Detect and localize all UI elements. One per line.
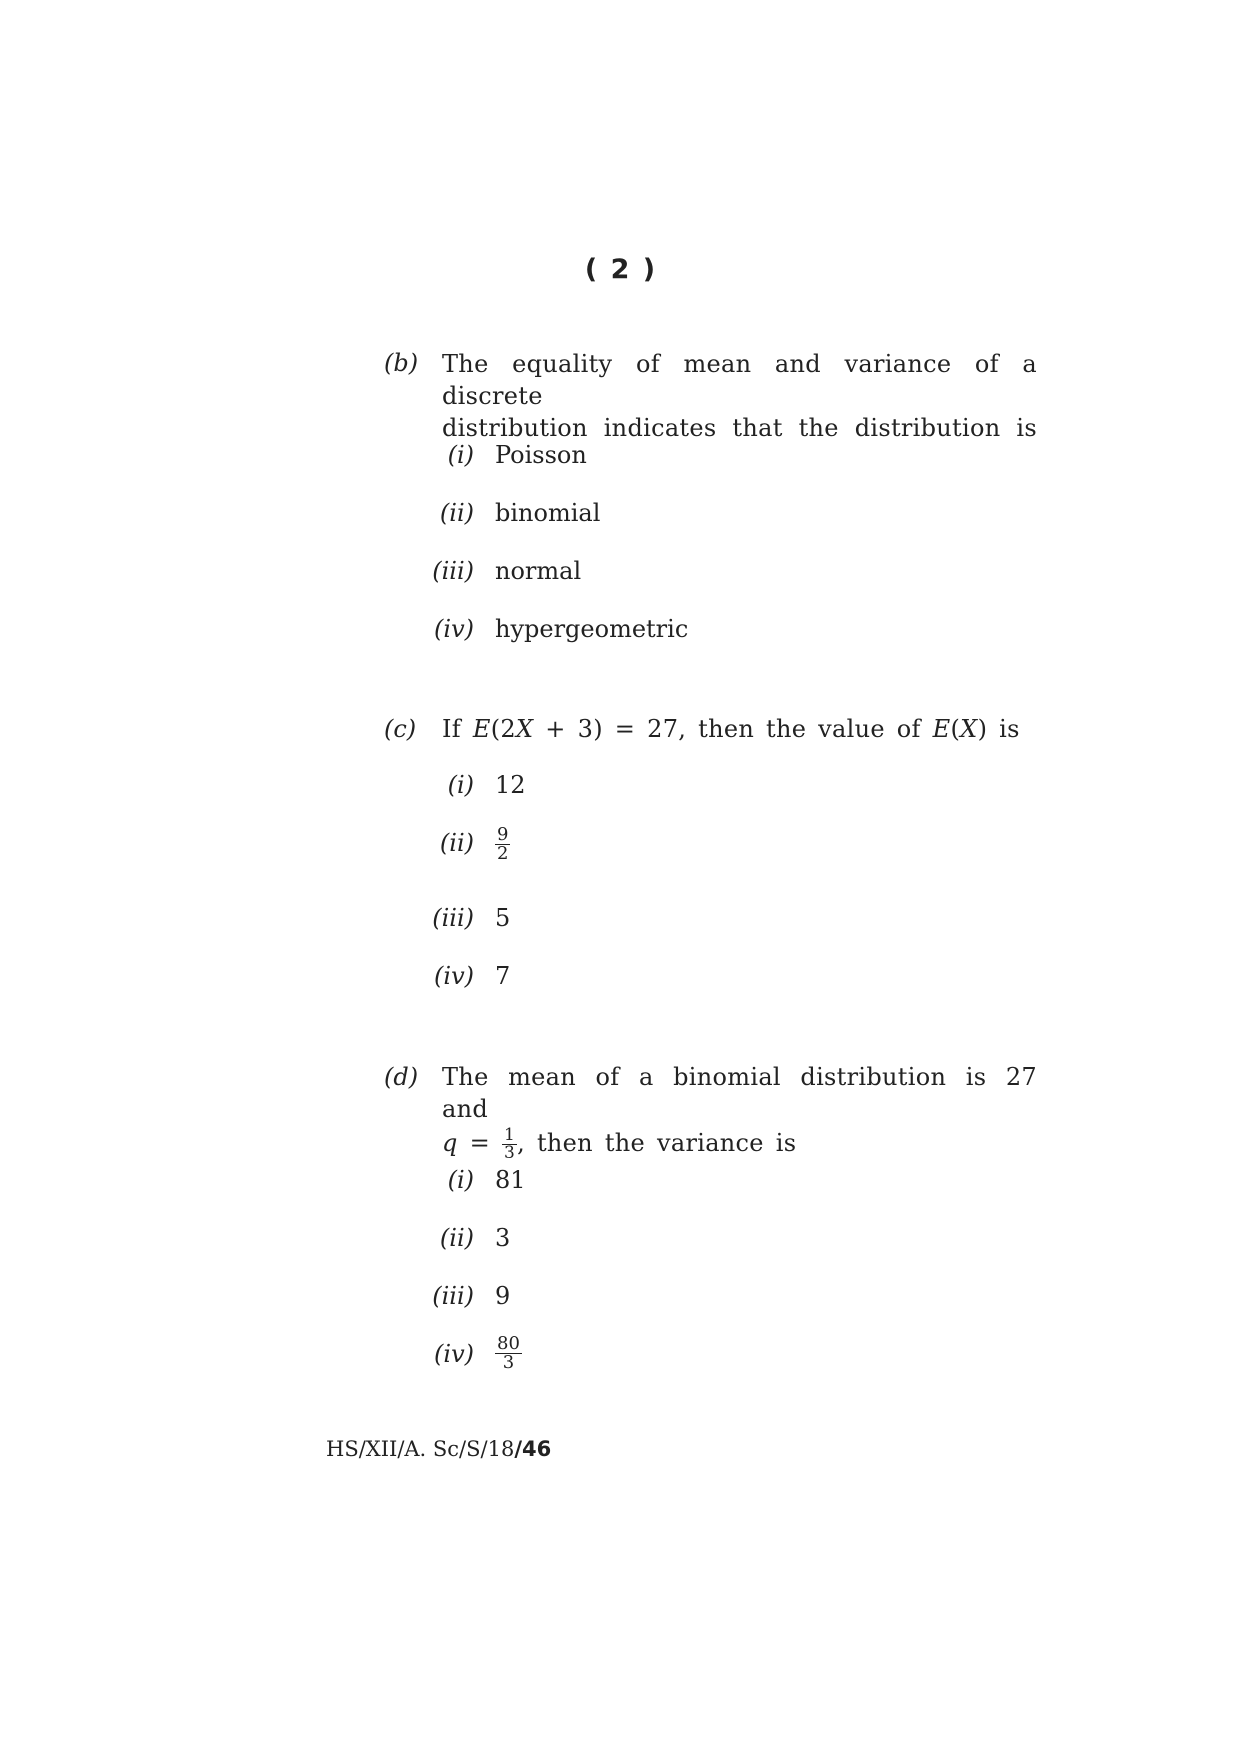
fraction-numerator: 9 bbox=[497, 824, 509, 845]
option-b-ii-text: binomial bbox=[495, 499, 601, 527]
option-d-iii-text: 9 bbox=[495, 1282, 511, 1310]
expr-paren-close: ) bbox=[977, 715, 988, 743]
q-variable: q bbox=[442, 1129, 458, 1157]
expr-e-1: E bbox=[472, 715, 491, 743]
option-b-i-label: (i) bbox=[447, 441, 474, 469]
option-b-iv-label: (iv) bbox=[434, 615, 474, 643]
expr-paren-open: ( bbox=[950, 715, 961, 743]
fraction-numerator: 80 bbox=[497, 1333, 520, 1354]
option-c-iii-text: 5 bbox=[495, 904, 511, 932]
option-c-ii-label: (ii) bbox=[439, 829, 474, 857]
question-c-if: If bbox=[442, 715, 461, 743]
question-c-label: (c) bbox=[384, 715, 417, 743]
question-c-text bbox=[442, 713, 1037, 745]
expr-e-2: E bbox=[932, 715, 951, 743]
paper-code-text: HS/XII/A. Sc/S/18 bbox=[326, 1437, 515, 1461]
option-b-iv-text: hypergeometric bbox=[495, 615, 689, 643]
option-b-i-text: Poisson bbox=[495, 441, 587, 469]
option-c-iv-label: (iv) bbox=[434, 962, 474, 990]
q-fraction-numerator: 1 bbox=[503, 1125, 516, 1145]
expr-x-2: X bbox=[960, 715, 978, 743]
option-d-iv-fraction bbox=[495, 1335, 522, 1372]
expr-rest: + 3) = 27, bbox=[533, 715, 687, 743]
option-d-ii-label: (ii) bbox=[439, 1224, 474, 1252]
option-c-i-text: 12 bbox=[495, 771, 526, 799]
question-c-ex bbox=[933, 715, 988, 743]
expr-open: (2 bbox=[490, 715, 516, 743]
question-c-end: is bbox=[999, 715, 1020, 743]
option-b-iii-label: (iii) bbox=[432, 557, 474, 585]
question-d-line-2-rest: , then the variance is bbox=[517, 1129, 797, 1157]
question-b-label: (b) bbox=[384, 349, 419, 377]
question-c-expression bbox=[473, 715, 686, 743]
question-b-line-1: The equality of mean and variance of a discrete bbox=[442, 350, 1037, 410]
fraction-denominator: 3 bbox=[502, 1352, 515, 1373]
fraction-denominator: 2 bbox=[497, 843, 509, 864]
option-b-iii-text: normal bbox=[495, 557, 582, 585]
question-d-text bbox=[442, 1061, 1037, 1162]
page-number: ( 2 ) bbox=[584, 254, 658, 285]
paper-code bbox=[326, 1434, 551, 1464]
option-c-ii-fraction bbox=[495, 826, 510, 863]
question-d-label: (d) bbox=[384, 1063, 419, 1091]
option-d-i-text: 81 bbox=[495, 1166, 526, 1194]
option-b-ii-label: (ii) bbox=[439, 499, 474, 527]
q-fraction-denominator: 3 bbox=[503, 1143, 516, 1163]
option-c-iii-label: (iii) bbox=[432, 904, 474, 932]
q-equals: = bbox=[469, 1129, 491, 1157]
question-b-text bbox=[442, 348, 1037, 444]
option-d-iv-label: (iv) bbox=[434, 1340, 474, 1368]
question-d-line-1: The mean of a binomial distribution is 27 and bbox=[442, 1063, 1037, 1123]
option-c-iv-text: 7 bbox=[495, 962, 511, 990]
option-c-i-label: (i) bbox=[447, 771, 474, 799]
question-d-line-2 bbox=[442, 1127, 1037, 1162]
paper-code-slash: / bbox=[514, 1437, 522, 1461]
option-d-i-label: (i) bbox=[447, 1166, 474, 1194]
question-b-line-2: distribution indicates that the distribution is bbox=[442, 414, 1037, 442]
option-d-iii-label: (iii) bbox=[432, 1282, 474, 1310]
option-d-ii-text: 3 bbox=[495, 1224, 511, 1252]
paper-code-number: 46 bbox=[522, 1437, 552, 1461]
question-c-middle: then the value of bbox=[698, 715, 921, 743]
expr-x-1: X bbox=[515, 715, 534, 743]
